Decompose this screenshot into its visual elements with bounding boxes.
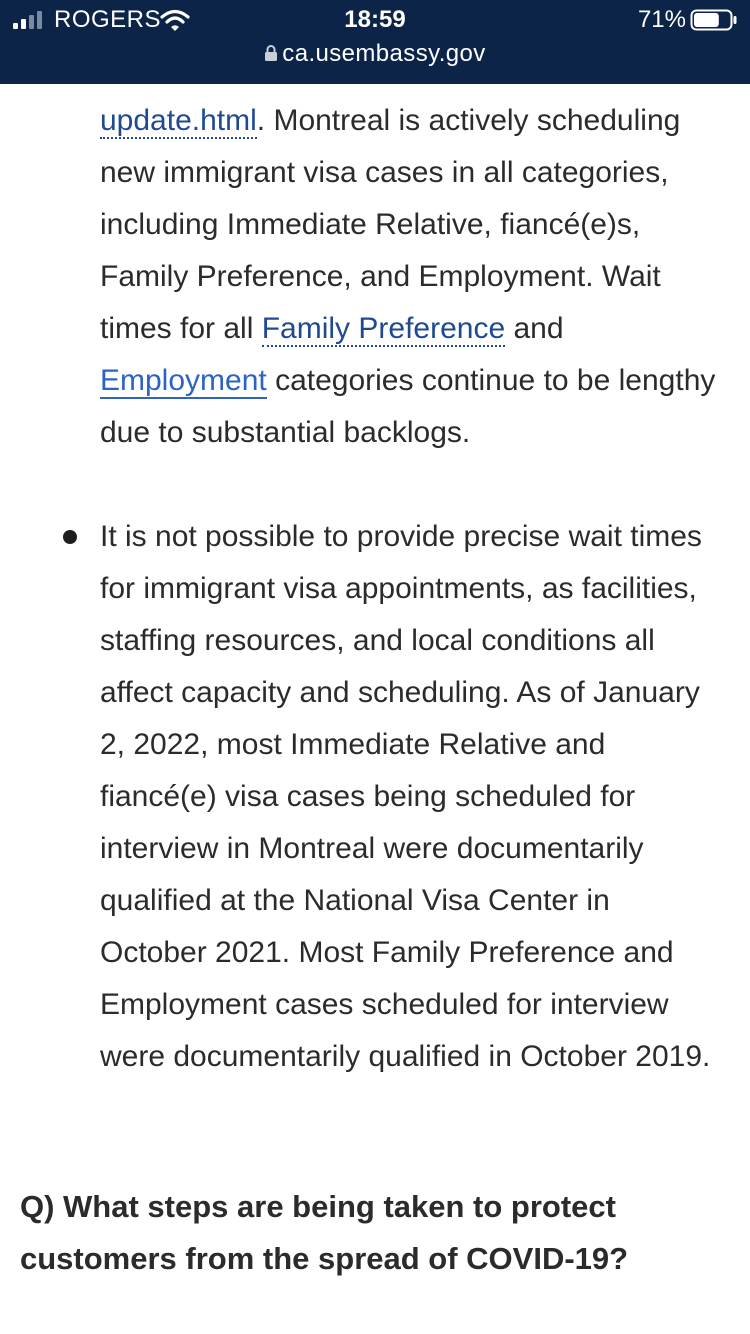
battery-icon bbox=[690, 9, 738, 31]
paragraph-text-1: . Montreal is actively scheduling new immigrant visa cases in all categories, including Immediate Relative, fiancé(e)s, Family Preference, and Employment. Wait times for all bbox=[100, 104, 681, 345]
status-bar bbox=[0, 0, 750, 84]
battery-percentage: 71% bbox=[637, 6, 686, 33]
clock-time: 18:59 bbox=[344, 6, 406, 33]
page-content bbox=[0, 84, 750, 1334]
carrier-name: ROGERS bbox=[54, 6, 162, 33]
address-bar[interactable] bbox=[0, 40, 750, 68]
lock-icon bbox=[264, 44, 278, 62]
employment-link[interactable]: Employment bbox=[100, 364, 267, 397]
wait-times-bullet: It is not possible to provide precise wait times for immigrant visa appointments, as facilities, staffing resources, and local conditions all affect capacity and scheduling. As of January 2, 2022, most Immediate Relative and fiancé(e) visa cases being scheduled for interview in Montreal were documentarily qualified at the National Visa Center in October 2021. Most Family Preference and Employment cases scheduled for interview were documentarily qualified in October 2019. bbox=[100, 520, 711, 1073]
update-link[interactable]: update.html bbox=[100, 104, 257, 137]
paragraph-text-3: categories continue to be lengthy due to substantial backlogs. bbox=[100, 364, 716, 449]
bullet-marker bbox=[63, 530, 77, 544]
family-preference-link[interactable]: Family Preference bbox=[261, 312, 506, 345]
paragraph-text-2: and bbox=[505, 312, 564, 345]
faq-question-heading: Q) What steps are being taken to protect customers from the spread of COVID-19? bbox=[20, 1189, 629, 1276]
url-text: ca.usembassy.gov bbox=[282, 40, 486, 67]
wait-times-paragraph bbox=[100, 95, 720, 459]
